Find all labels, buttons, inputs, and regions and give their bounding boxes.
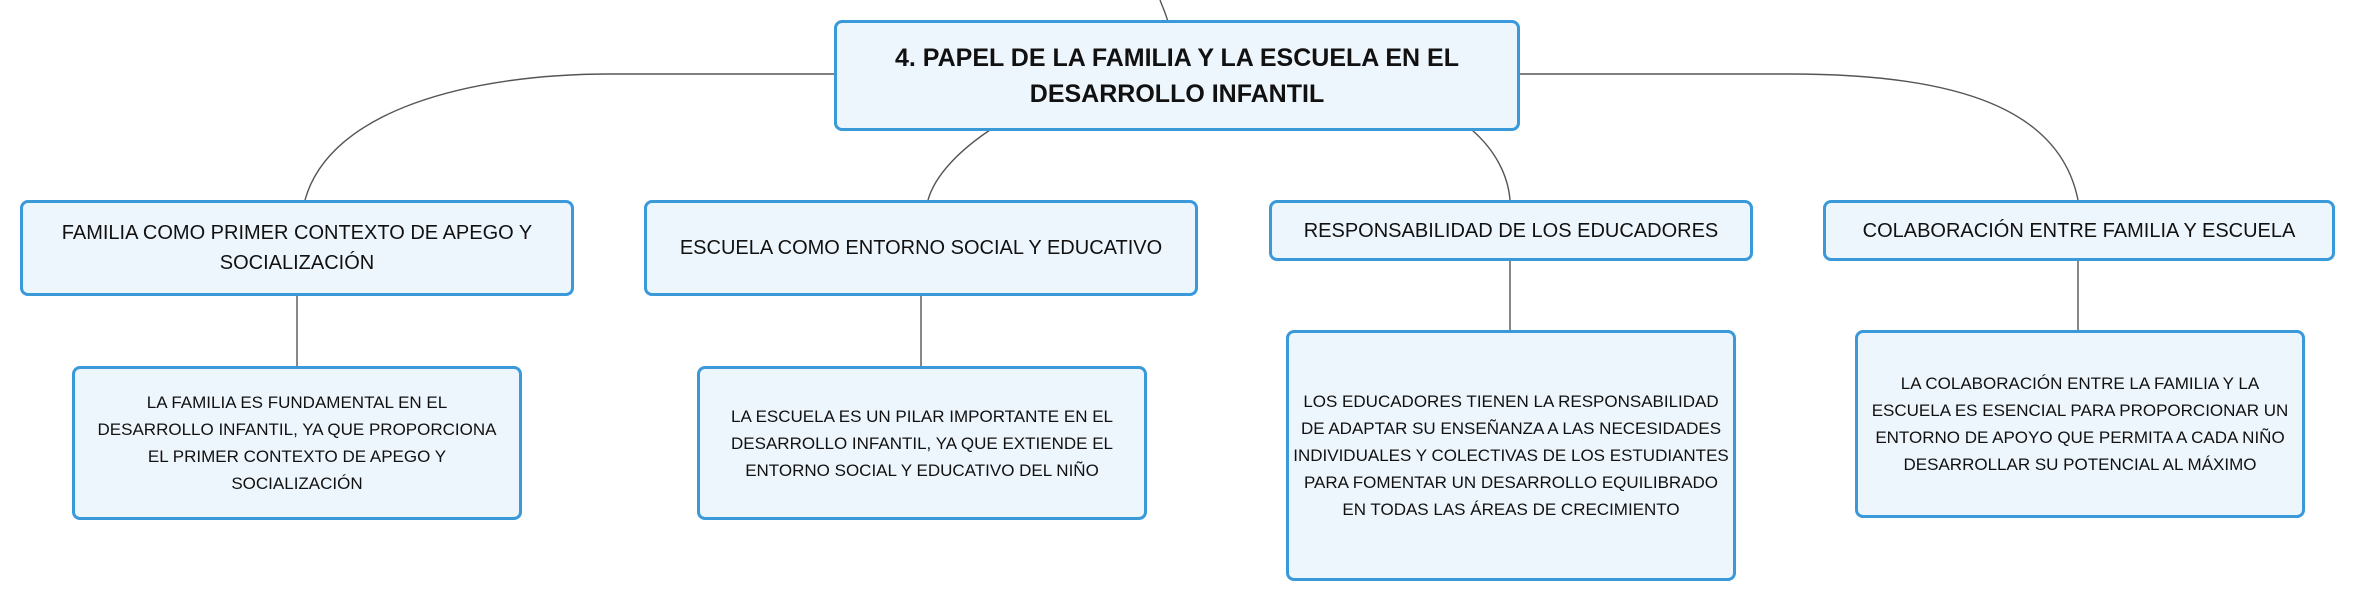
branch-familia-apego[interactable] — [20, 200, 574, 296]
detail-text: LOS EDUCADORES TIENEN LA RESPONSABILIDAD DE ADAPTAR SU ENSEÑANZA A LAS NECESIDADES INDIVIDUALES Y COLECTIVAS DE LOS ESTUDIANTES PARA FOMENTAR UN DESARROLLO EQUILIBRADO EN TODAS LAS ÁREAS DE CRECIMIENTO — [1293, 392, 1729, 519]
detail-text: LA ESCUELA ES UN PILAR IMPORTANTE EN EL DESARROLLO INFANTIL, YA QUE EXTIENDE EL ENTORNO SOCIAL Y EDUCATIVO DEL NIÑO — [731, 406, 1113, 480]
detail-educadores[interactable] — [1286, 330, 1736, 581]
root-topic-label: 4. PAPEL DE LA FAMILIA Y LA ESCUELA EN EL DESARROLLO INFANTIL — [895, 43, 1459, 108]
detail-colaboracion[interactable] — [1855, 330, 2305, 518]
connector-root-to-branch-4 — [1520, 74, 2078, 200]
branch-responsabilidad-educadores[interactable] — [1269, 200, 1753, 261]
detail-text: LA FAMILIA ES FUNDAMENTAL EN EL DESARROLLO INFANTIL, YA QUE PROPORCIONA EL PRIMER CONTEXTO DE APEGO Y SOCIALIZACIÓN — [97, 393, 497, 493]
connector-parent-to-root — [1160, 0, 1168, 22]
branch-label: COLABORACIÓN ENTRE FAMILIA Y ESCUELA — [1862, 219, 2296, 242]
detail-text: LA COLABORACIÓN ENTRE LA FAMILIA Y LA ESCUELA ES ESENCIAL PARA PROPORCIONAR UN ENTORNO DE APOYO QUE PERMITA A CADA NIÑO DESARROLLAR SU POTENCIAL AL MÁXIMO — [1871, 374, 2289, 474]
branch-label: FAMILIA COMO PRIMER CONTEXTO DE APEGO Y SOCIALIZACIÓN — [61, 222, 533, 274]
branch-colaboracion[interactable] — [1823, 200, 2335, 261]
branch-escuela-entorno[interactable] — [644, 200, 1198, 296]
connector-root-to-branch-1 — [305, 74, 836, 200]
connector-root-to-branch-2 — [928, 130, 990, 200]
detail-escuela[interactable] — [697, 366, 1147, 520]
connector-root-to-branch-3 — [1472, 130, 1510, 200]
branch-label: RESPONSABILIDAD DE LOS EDUCADORES — [1303, 219, 1719, 242]
root-topic[interactable] — [834, 20, 1520, 131]
branch-label: ESCUELA COMO ENTORNO SOCIAL Y EDUCATIVO — [679, 237, 1163, 259]
detail-familia[interactable] — [72, 366, 522, 520]
